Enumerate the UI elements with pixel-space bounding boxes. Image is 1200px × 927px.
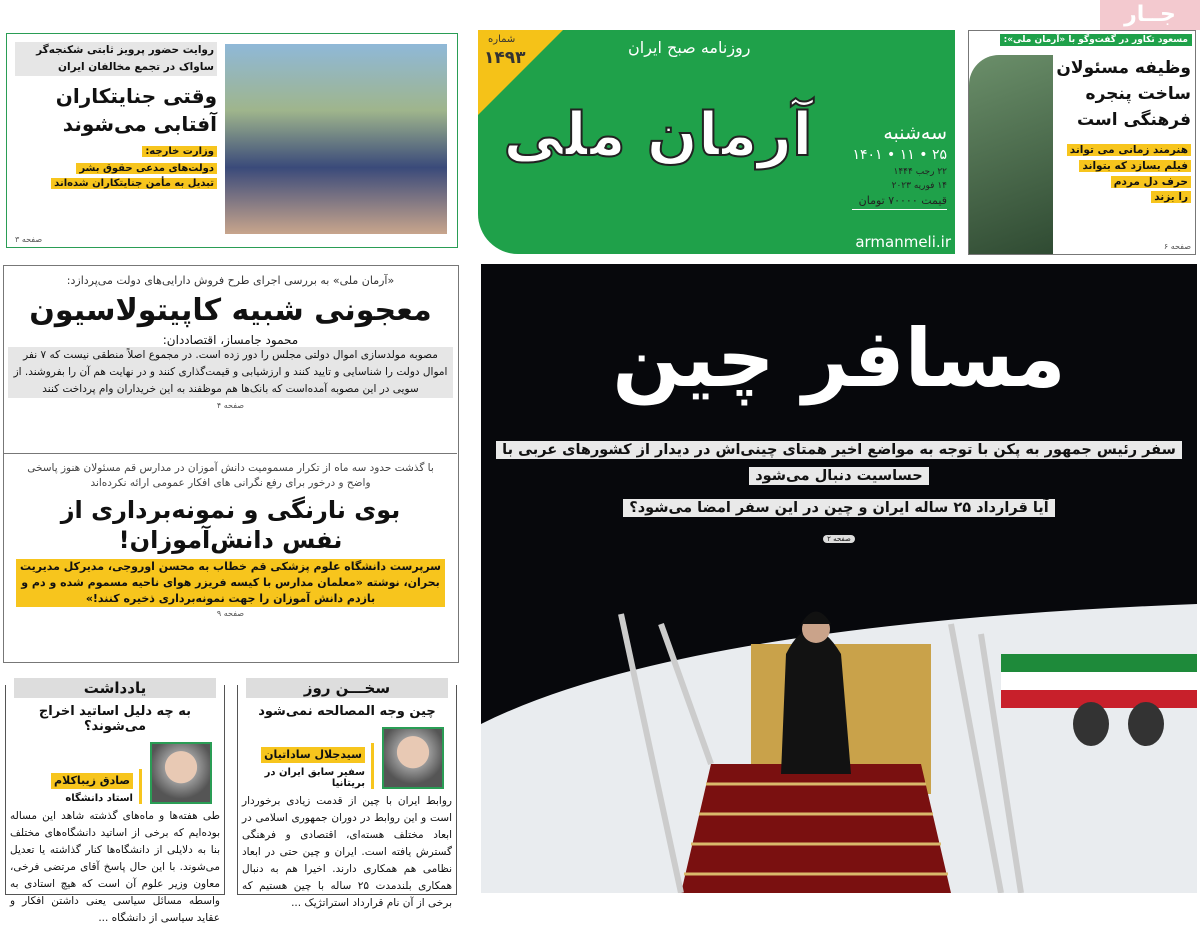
author-photo	[382, 727, 444, 789]
teaser-photo	[225, 44, 447, 234]
story1-kicker: «آرمان ملی» به بررسی اجرای طرح فروش دارایی‌های دولت می‌پردازد:	[66, 274, 395, 287]
left-teaser[interactable]	[6, 33, 458, 248]
column-headline: به چه دلیل اساتید اخراج می‌شوند؟	[38, 704, 192, 734]
column-body: روابط ایران با چین از قدمت زیادی برخوردار است و این روابط در دوران جمهوری اسلامی در ابعاد مختلف هسته‌ای، اقتصادی و فرهنگی گسترش یافته است. ایران و چین حتی در ابعاد نظامی هم همکاری دارند. اخیرا هم به دنبال همکاری بلندمدت ۲۵ ساله با چین هستیم که برخی از آن نام قرارداد استراتژیک ...	[242, 795, 452, 909]
story2[interactable]	[4, 456, 457, 661]
website[interactable]: armanmeli.ir	[855, 233, 951, 251]
teaser-photo	[969, 55, 1053, 255]
page-ref: صفحه ۳	[15, 235, 43, 244]
masthead-logo: آرمان ملی	[503, 100, 813, 170]
masthead	[478, 30, 955, 254]
teaser-headline: وقتی جنایتکاران آفتابی می‌شوند	[55, 84, 217, 136]
story1-headline: معجونی شبیه کاپیتولاسیون	[29, 293, 432, 328]
quote-lead: وزارت خارجه:	[142, 146, 217, 157]
page-ref: صفحه ۲	[823, 535, 855, 543]
main-subhead: سفر رئیس جمهور به پکن با توجه به مواضع اخیر همتای چینی‌اش در دیدار از کشورهای عربی با حساسیت دنبال می‌شود	[496, 441, 1182, 485]
page-ref: صفحه ۹	[216, 609, 245, 618]
author-role: سفیر سابق ایران در بریتانیا	[264, 767, 365, 789]
issue-label: شماره	[488, 34, 516, 45]
date-gregorian: ۱۴ فوریه ۲۰۲۳	[891, 181, 947, 191]
column-body: طی هفته‌ها و ماه‌های گذشته شاهد این مساله بوده‌ایم که برخی از اساتید دانشگاه‌های مختلف بنا به دلایلی از دانشگاه‌ها کنار گذاشته یا تعدیل می‌شوند. با این حال پاسخ آقای مرتضی فرخی، معاون وزیر علوم آن است که هیچ استادی به واسطه مسائل سیاسی یعنی داشتن افکار و عقاید سیاسی از دانشگاه ...	[10, 810, 220, 924]
tagline: روزنامه صبح ایران	[628, 38, 751, 57]
main-photo	[481, 584, 1197, 893]
story1[interactable]	[4, 266, 457, 454]
story1-body: مصوبه مولدسازی اموال دولتی مجلس را دور زده است. در مجموع اصلاً منطقی نیست که ۷ نفر اموال دولت را شناسایی و تایید کنند و ارزشیابی و قیمت‌گذاری کنند و در نهایت هم آن را بفروشند. از سویی در این مصوبه آمده‌است که بانک‌ها هم موظفند به این خریداران وام پرداخت کنند	[8, 347, 453, 398]
weekday: سه‌شنبه	[883, 122, 947, 144]
page-ref: صفحه ۶	[1163, 242, 1191, 251]
author-photo	[150, 742, 212, 804]
column-day[interactable]	[237, 679, 457, 909]
story2-body: سرپرست دانشگاه علوم پزشکی قم خطاب به محسن اوروجی، مدیرکل مدیریت بحران، نوشته «معلمان مدارس با کیسه فریزر هوای ناحیه مسموم شده و دم و بازدم دانش آموزان را جهت نمونه‌برداری ذخیره کنند!»	[16, 559, 445, 607]
author-role: استاد دانشگاه	[65, 793, 133, 804]
section-label: سخـــن روز	[246, 678, 448, 698]
column-note[interactable]	[5, 679, 225, 924]
section-label: یادداشت	[14, 678, 216, 698]
main-story[interactable]	[481, 264, 1197, 893]
teaser-headline: وظیفه مسئولان ساخت پنجره فرهنگی است	[1056, 58, 1191, 130]
teaser-kicker: روایت حضور پرویز ثابتی شکنجه‌گر ساواک در تجمع مخالفان ایران	[15, 42, 217, 76]
main-subheads	[481, 436, 1197, 545]
left-stories	[3, 265, 459, 663]
date-lunar: ۲۲ رجب ۱۴۴۴	[893, 167, 947, 177]
story2-kicker: با گذشت حدود سه ماه از تکرار مسمومیت دانش آموزان در مدارس قم مسئولان هنوز پاسخی واضح و درخور برای رفع نگرانی های افکار عمومی ارائه نکرده‌اند	[27, 462, 434, 489]
story2-headline: بوی نارنگی و نمونه‌برداری از نفس دانش‌آموزان!	[60, 496, 401, 554]
story1-byline: محمود جامساز، اقتصاددان:	[162, 333, 299, 347]
quote-line: دولت‌های مدعی حقوق بشر	[15, 161, 217, 176]
quote-line: تبدیل به مأمن جنایتکاران شده‌اند	[15, 176, 217, 191]
issue-number: ۱۴۹۳	[484, 48, 526, 68]
jar-logo: جــار	[1100, 0, 1200, 30]
main-headline: مسافر چین	[612, 312, 1066, 405]
page-ref: صفحه ۴	[216, 401, 245, 410]
date-solar: ۲۵ • ۱۱ • ۱۴۰۱	[852, 147, 947, 163]
right-teaser[interactable]	[968, 30, 1196, 255]
main-subhead: آیا قرارداد ۲۵ ساله ایران و چین در این سفر امضا می‌شود؟	[623, 499, 1054, 517]
teaser-kicker: مسعود تکاور در گفت‌وگو با «آرمان ملی»:	[1000, 34, 1192, 46]
column-headline: چین وجه المصالحه نمی‌شود	[258, 704, 436, 719]
aircraft-stripe	[1001, 654, 1197, 672]
price: قیمت ۷۰۰۰۰ تومان	[852, 194, 947, 210]
teaser-quote: هنرمند زمانی می تواند فیلم بسازد که بتواند حرف دل مردم را بزند	[1055, 143, 1191, 206]
author-name: سیدجلال ساداتیان	[261, 747, 365, 764]
author-name: صادق زیباکلام	[51, 773, 133, 790]
